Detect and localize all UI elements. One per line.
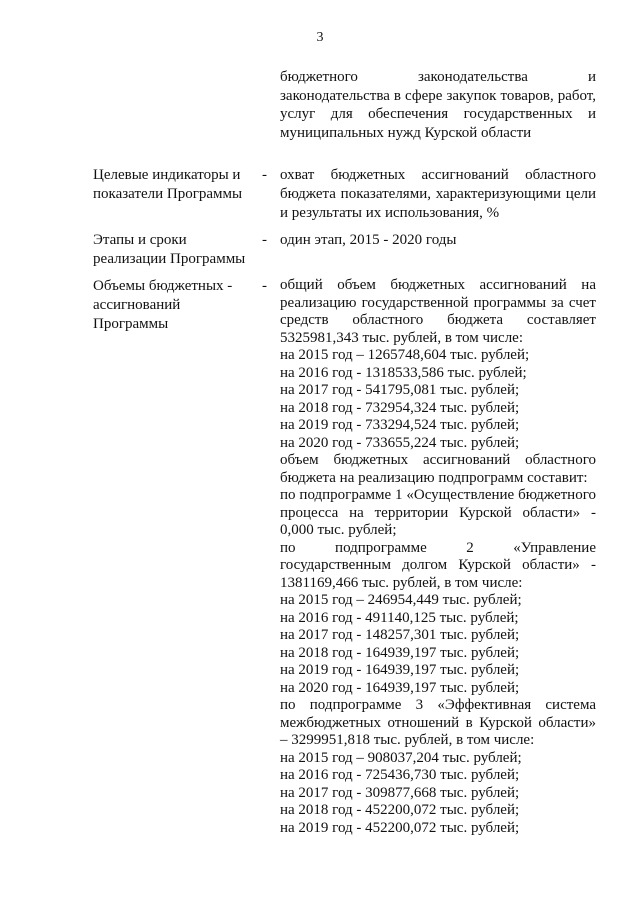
text-line: на 2015 год – 1265748,604 тыс. рублей; [280,347,530,363]
text-line: общий объем бюджетных ассигнований на [280,277,596,293]
text-line: на 2020 год - 733655,224 тыс. рублей; [280,434,520,451]
text-line: на 2019 год - 164939,197 тыс. рублей; [280,662,520,678]
text-line: и результаты их использования, % [280,205,500,221]
row-dash: - [262,278,267,294]
text-line: средств областного бюджета составляет [280,312,596,328]
row-label: Объемы бюджетных - ассигнований Программы [93,278,233,332]
text-line: 1381169,466 тыс. рублей, в том числе: [280,574,523,591]
text-line: один этап, 2015 - 2020 годы [280,232,457,248]
text-line: на 2017 год - 309877,668 тыс. рублей; [280,784,520,801]
text-line: на 2019 год - 733294,524 тыс. рублей; [280,417,520,433]
row-value [280,277,596,837]
text-line: по подпрограмме 2 «Управление [280,539,596,556]
text-line: на 2017 год - 541795,081 тыс. рублей; [280,382,520,398]
text-line: законодательства в сфере закупок товаров, работ, [280,87,596,104]
text-line: на 2016 год - 725436,730 тыс. рублей; [280,767,520,783]
text-line: услуг для обеспечения государственных и [280,106,596,122]
page-number: 3 [316,30,324,45]
text-line: процесса на территории Курской области» - [280,504,596,521]
text-line: на 2018 год - 164939,197 тыс. рублей; [280,644,520,661]
text-line: государственным долгом Курской области» - [280,557,596,573]
text-line: муниципальных нужд Курской области [280,124,532,141]
row-label: Этапы и сроки реализации Программы [93,232,246,267]
text-line: на 2016 год - 491140,125 тыс. рублей; [280,609,519,626]
text-line: на 2020 год - 164939,197 тыс. рублей; [280,679,520,696]
text-line: бюджета показателями, характеризующими цели [280,186,596,202]
row-dash: - [262,167,267,183]
row-value [280,231,596,250]
text-line: – 3299951,818 тыс. рублей, в том числе: [280,732,535,748]
text-line: 5325981,343 тыс. рублей, в том числе: [280,329,524,346]
row-value [280,166,596,223]
text-line: 0,000 тыс. рублей; [280,522,397,538]
text-line: объем бюджетных ассигнований областного [280,452,596,468]
text-line: на 2019 год - 452200,072 тыс. рублей; [280,819,520,836]
row-label: Целевые индикаторы и показатели Программы [93,167,243,202]
text-line: на 2015 год – 246954,449 тыс. рублей; [280,592,522,608]
continuation-text [280,68,596,142]
text-line: на 2018 год - 452200,072 тыс. рублей; [280,802,520,818]
text-line: на 2018 год - 732954,324 тыс. рублей; [280,399,520,416]
text-line: реализацию государственной программы за счет [280,294,596,311]
text-line: на 2016 год - 1318533,586 тыс. рублей; [280,364,527,381]
text-line: бюджета на реализацию подпрограмм составит: [280,469,588,486]
text-line: на 2017 год - 148257,301 тыс. рублей; [280,627,520,643]
text-line: по подпрограмме 3 «Эффективная система [280,697,596,713]
row-dash: - [262,232,267,248]
text-line: охват бюджетных ассигнований областного [280,167,596,183]
text-line: бюджетного законодательства и [280,69,596,85]
text-line: по подпрограмме 1 «Осуществление бюджетного [280,487,596,503]
text-line: межбюджетных отношений в Курской области» [280,714,596,731]
text-line: на 2015 год – 908037,204 тыс. рублей; [280,749,522,766]
